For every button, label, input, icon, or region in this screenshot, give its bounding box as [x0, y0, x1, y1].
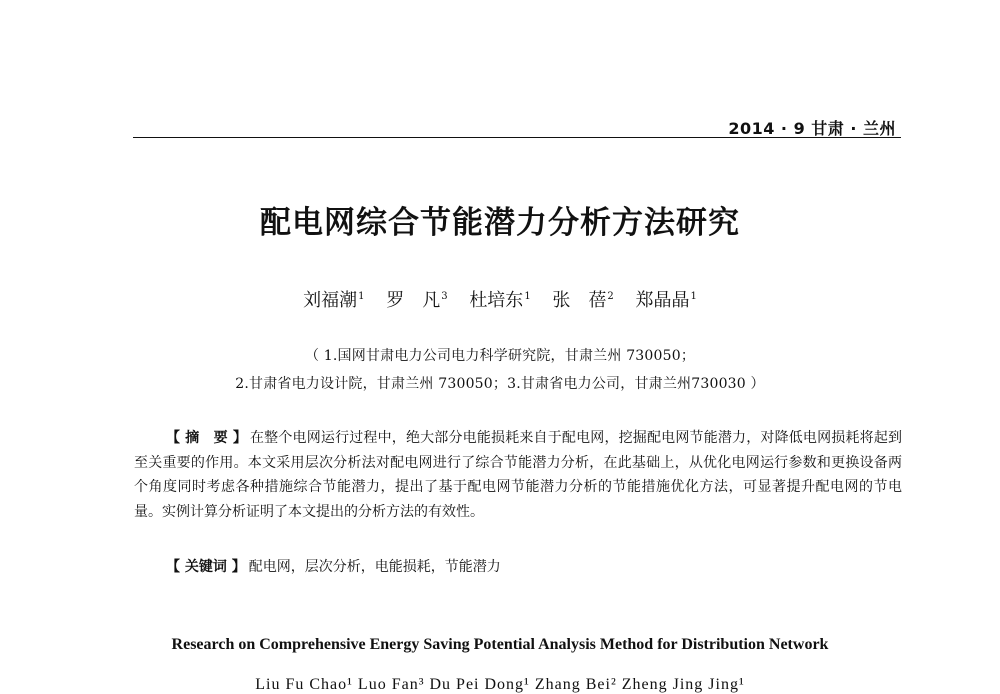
author-name: 罗 凡	[386, 290, 441, 311]
keywords	[134, 555, 902, 579]
abstract-paragraph	[134, 426, 902, 524]
running-header: 2014 · 9 甘肃 · 兰州	[728, 119, 896, 138]
author	[303, 290, 364, 311]
affiliation-line-1: （ 1.国网甘肃电力公司电力科学研究院，甘肃兰州 730050；	[304, 348, 696, 364]
author-affiliation-mark: 1	[524, 291, 531, 302]
english-authors-partial: Liu Fu Chao¹ Luo Fan³ Du Pei Dong¹ Zhang Bei² Zheng Jing Jing¹	[255, 676, 745, 693]
author-affiliation-mark: 1	[690, 291, 697, 302]
abstract-label: 【 摘 要 】	[166, 430, 247, 446]
paper-title: 配电网综合节能潜力分析方法研究	[260, 205, 740, 241]
author-name: 郑晶晶	[635, 290, 690, 311]
author	[636, 290, 697, 311]
author	[386, 290, 447, 311]
author-list	[0, 286, 1000, 312]
abstract-text: 在整个电网运行过程中，绝大部分电能损耗来自于配电网，挖掘配电网节能潜力，对降低电网损耗将起到至关重要的作用。本文采用层次分析法对配电网进行了综合节能潜力分析，在此基础上，从优化电网运行参数和更换设备两个角度同时考虑各种措施综合节能潜力，提出了基于配电网节能潜力分析的节能措施优化方法，可显著提升配电网的节电量。实例计算分析证明了本文提出的分析方法的有效性。	[134, 430, 903, 520]
english-title: Research on Comprehensive Energy Saving Potential Analysis Method for Distribution Network	[171, 636, 829, 653]
author-affiliation-mark: 1	[358, 291, 365, 302]
keywords-text: 配电网，层次分析，电能损耗，节能潜力	[248, 559, 501, 575]
author-affiliation-mark: 2	[607, 291, 614, 302]
author-affiliation-mark: 3	[441, 291, 448, 302]
author-name: 张 蓓	[552, 290, 607, 311]
author-name: 刘福潮	[303, 290, 358, 311]
author	[469, 290, 530, 311]
affiliation-line-2: 2.甘肃省电力设计院，甘肃兰州 730050；3.甘肃省电力公司，甘肃兰州730030 ）	[235, 376, 765, 392]
author-name: 杜培东	[469, 290, 524, 311]
keywords-label: 【 关键词 】	[166, 559, 246, 575]
abstract	[134, 426, 902, 524]
header-rule	[133, 137, 901, 138]
author	[552, 290, 613, 311]
